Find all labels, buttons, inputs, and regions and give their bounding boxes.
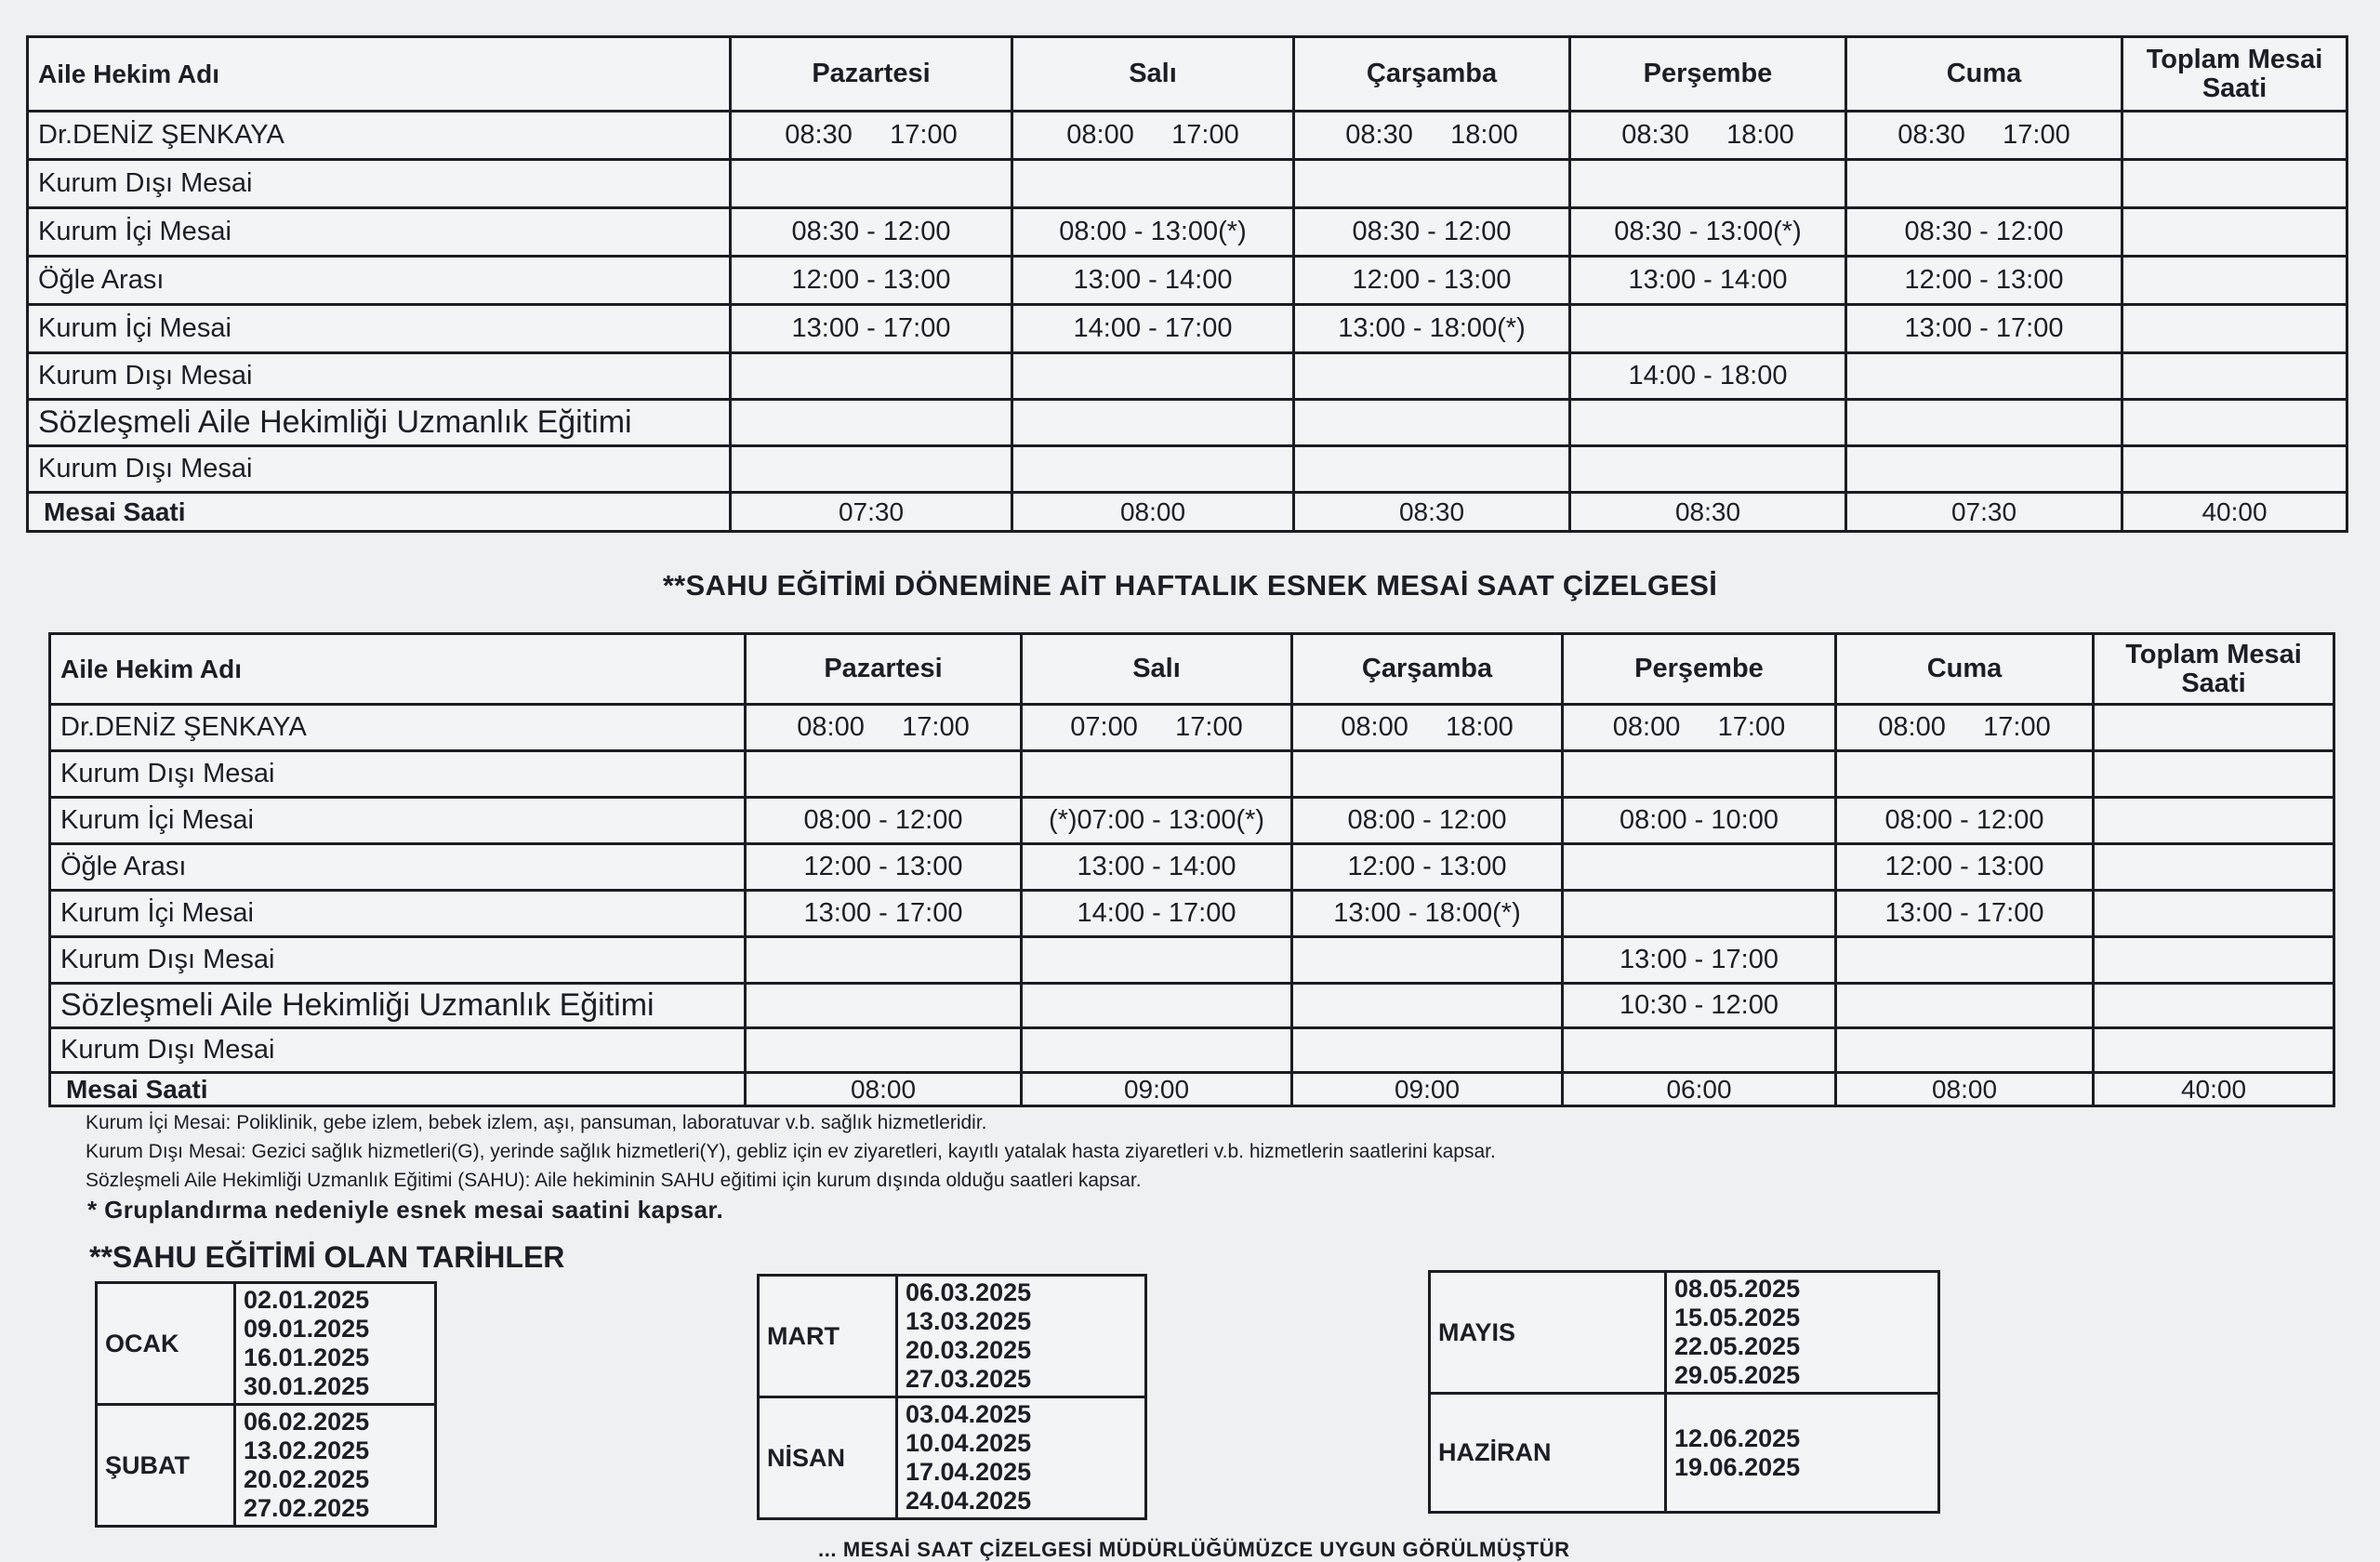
month-row — [97, 1283, 436, 1405]
month-row — [759, 1397, 1146, 1519]
row-label: Kurum Dışı Mesai — [50, 751, 746, 798]
table-cell — [2122, 112, 2347, 160]
table-cell — [1012, 160, 1294, 208]
total-row — [50, 1073, 2334, 1106]
date-item: 27.03.2025 — [906, 1365, 1032, 1393]
table-row — [28, 305, 2347, 353]
date-item: 06.03.2025 — [906, 1278, 1032, 1306]
table-cell — [2122, 305, 2347, 353]
table-cell — [2094, 705, 2334, 751]
table-cell: 13:00 - 17:00 — [731, 305, 1012, 353]
table-cell — [2094, 984, 2334, 1028]
table-cell: 14:00 - 17:00 — [1022, 891, 1292, 937]
col-header-tuesday: Salı — [1012, 37, 1294, 112]
col-header-friday: Cuma — [1836, 634, 2094, 705]
total-row — [28, 493, 2347, 532]
row-label: Kurum İçi Mesai — [28, 208, 731, 257]
total-cell: 07:30 — [731, 493, 1012, 532]
month-dates — [897, 1276, 1146, 1397]
table-row — [28, 208, 2347, 257]
sahu-dates-heading: **SAHU EĞİTİMİ OLAN TARİHLER — [89, 1240, 565, 1274]
table-cell — [1012, 353, 1294, 400]
table-cell: 14:00 - 18:00 — [1570, 353, 1846, 400]
date-item: 12.06.2025 — [1674, 1423, 1801, 1452]
table-row — [50, 705, 2334, 751]
table-row — [50, 1028, 2334, 1073]
table-cell — [1292, 937, 1563, 984]
date-item: 08.05.2025 — [1674, 1275, 1801, 1303]
month-dates — [1666, 1394, 1939, 1513]
table-cell — [2094, 891, 2334, 937]
row-label: Kurum Dışı Mesai — [28, 353, 731, 400]
table-cell: 13:00 - 14:00 — [1022, 844, 1292, 891]
table-cell: 08:00 - 12:00 — [1836, 798, 2094, 844]
table-cell — [1846, 446, 2122, 493]
sahu-dates-table-mar-apr — [757, 1274, 1147, 1520]
table-cell — [1570, 400, 1846, 446]
table-cell — [2094, 798, 2334, 844]
table-cell — [731, 160, 1012, 208]
note-line: Kurum Dışı Mesai: Gezici sağlık hizmetleri(G), yerinde sağlık hizmetleri(Y), gebliz için ev ziyaretleri, kayıtlı yatalak hasta ziyaretleri v.b. hizmetlerin saatlerini kapsar. — [86, 1141, 1496, 1162]
total-cell: 09:00 — [1292, 1073, 1563, 1106]
row-label: Sözleşmeli Aile Hekimliği Uzmanlık Eğitimi — [50, 984, 746, 1028]
table-cell: 07:00 17:00 — [1022, 705, 1292, 751]
table-row — [50, 751, 2334, 798]
col-header-monday: Pazartesi — [731, 37, 1012, 112]
total-label: Mesai Saati — [28, 493, 731, 532]
month-dates — [1666, 1272, 1939, 1394]
row-label: Kurum Dışı Mesai — [28, 160, 731, 208]
table-header-row — [50, 634, 2334, 705]
note-line: Sözleşmeli Aile Hekimliği Uzmanlık Eğitimi (SAHU): Aile hekiminin SAHU eğitimi için kurum dışında olduğu saatleri kapsar. — [86, 1170, 1142, 1191]
col-header-thursday: Perşembe — [1563, 634, 1836, 705]
table-row — [28, 112, 2347, 160]
table-cell — [1570, 446, 1846, 493]
table-cell: 08:00 17:00 — [1012, 112, 1294, 160]
table-cell: 08:00 17:00 — [1836, 705, 2094, 751]
sahu-dates-table-jan-feb — [95, 1281, 437, 1528]
table-cell — [731, 400, 1012, 446]
row-label: Öğle Arası — [50, 844, 746, 891]
table-cell: 08:30 - 12:00 — [1846, 208, 2122, 257]
table-row — [50, 844, 2334, 891]
table-cell — [746, 751, 1022, 798]
row-label: Dr.DENİZ ŞENKAYA — [50, 705, 746, 751]
date-item: 22.05.2025 — [1674, 1332, 1801, 1360]
table-cell: 08:00 - 12:00 — [746, 798, 1022, 844]
table-cell — [2122, 446, 2347, 493]
table-cell — [2094, 751, 2334, 798]
table-cell — [731, 353, 1012, 400]
table-cell: 12:00 - 13:00 — [1846, 257, 2122, 305]
table-cell — [1846, 353, 2122, 400]
date-item: 13.03.2025 — [906, 1307, 1032, 1335]
table-cell — [1563, 1028, 1836, 1073]
table-cell: 13:00 - 18:00(*) — [1292, 891, 1563, 937]
table-cell — [731, 446, 1012, 493]
total-cell: 08:30 — [1294, 493, 1570, 532]
row-label: Kurum İçi Mesai — [28, 305, 731, 353]
table-cell: 13:00 - 14:00 — [1570, 257, 1846, 305]
table-cell: 08:30 - 12:00 — [1294, 208, 1570, 257]
month-row — [759, 1276, 1146, 1397]
table-cell: 14:00 - 17:00 — [1012, 305, 1294, 353]
table-cell — [2122, 400, 2347, 446]
total-cell: 08:00 — [1836, 1073, 2094, 1106]
col-header-thursday: Perşembe — [1570, 37, 1846, 112]
date-item: 15.05.2025 — [1674, 1304, 1801, 1331]
col-header-friday: Cuma — [1846, 37, 2122, 112]
month-row — [1430, 1272, 1939, 1394]
table-row — [28, 400, 2347, 446]
table-cell: 08:00 18:00 — [1292, 705, 1563, 751]
date-item: 20.03.2025 — [906, 1336, 1032, 1364]
date-item: 19.06.2025 — [1674, 1452, 1801, 1481]
total-label: Mesai Saati — [50, 1073, 746, 1106]
row-label: Kurum Dışı Mesai — [50, 937, 746, 984]
table-cell: 08:00 - 13:00(*) — [1012, 208, 1294, 257]
table-cell — [2094, 1028, 2334, 1073]
row-label: Kurum Dışı Mesai — [50, 1028, 746, 1073]
total-cell: 40:00 — [2122, 493, 2347, 532]
col-header-total: Toplam Mesai Saati — [2122, 37, 2347, 112]
table-cell — [1563, 751, 1836, 798]
table-row — [28, 353, 2347, 400]
table-row — [50, 891, 2334, 937]
table-cell — [1563, 891, 1836, 937]
date-item: 17.04.2025 — [906, 1458, 1032, 1486]
row-label: Kurum İçi Mesai — [50, 891, 746, 937]
sahu-schedule-title: **SAHU EĞİTİMİ DÖNEMİNE AİT HAFTALIK ESNEK MESAİ SAAT ÇİZELGESİ — [662, 569, 1718, 602]
date-item: 09.01.2025 — [244, 1315, 370, 1343]
table-cell — [746, 937, 1022, 984]
table-row — [28, 257, 2347, 305]
table-cell: 12:00 - 13:00 — [1292, 844, 1563, 891]
col-header-name: Aile Hekim Adı — [50, 634, 746, 705]
col-header-monday: Pazartesi — [746, 634, 1022, 705]
total-cell: 06:00 — [1563, 1073, 1836, 1106]
table-cell — [1292, 984, 1563, 1028]
table-cell: 08:30 18:00 — [1294, 112, 1570, 160]
month-name: NİSAN — [759, 1397, 897, 1519]
table-row — [50, 937, 2334, 984]
table-row — [50, 798, 2334, 844]
total-cell: 07:30 — [1846, 493, 2122, 532]
date-item: 29.05.2025 — [1674, 1361, 1801, 1389]
month-dates — [897, 1397, 1146, 1519]
table-cell: 13:00 - 17:00 — [1836, 891, 2094, 937]
month-name: ŞUBAT — [97, 1405, 235, 1527]
schedule-table-sahu — [48, 632, 2335, 1107]
date-item: 24.04.2025 — [906, 1487, 1032, 1515]
row-label: Dr.DENİZ ŞENKAYA — [28, 112, 731, 160]
table-cell — [2122, 160, 2347, 208]
month-row — [97, 1405, 436, 1527]
sahu-dates-table-may-jun — [1428, 1270, 1940, 1514]
month-dates — [235, 1405, 436, 1527]
table-cell: 13:00 - 14:00 — [1012, 257, 1294, 305]
col-header-tuesday: Salı — [1022, 634, 1292, 705]
table-cell — [746, 984, 1022, 1028]
row-label: Kurum İçi Mesai — [50, 798, 746, 844]
total-cell: 08:00 — [1012, 493, 1294, 532]
table-cell — [1022, 1028, 1292, 1073]
row-label: Kurum Dışı Mesai — [28, 446, 731, 493]
table-cell — [1022, 937, 1292, 984]
table-cell — [2122, 208, 2347, 257]
table-row — [50, 984, 2334, 1028]
table-cell — [1846, 160, 2122, 208]
table-cell — [1022, 751, 1292, 798]
table-cell — [1294, 353, 1570, 400]
table-cell — [1294, 160, 1570, 208]
table-cell: 08:00 17:00 — [746, 705, 1022, 751]
table-cell — [1292, 751, 1563, 798]
table-cell: 13:00 - 17:00 — [1563, 937, 1836, 984]
table-cell — [2094, 937, 2334, 984]
row-label: Öğle Arası — [28, 257, 731, 305]
table-cell: 13:00 - 17:00 — [746, 891, 1022, 937]
table-cell — [1294, 446, 1570, 493]
month-name: HAZİRAN — [1430, 1394, 1666, 1513]
table-cell: 08:00 - 12:00 — [1292, 798, 1563, 844]
table-cell — [1012, 446, 1294, 493]
table-cell — [1836, 1028, 2094, 1073]
table-cell: 12:00 - 13:00 — [746, 844, 1022, 891]
schedule-table-regular — [26, 35, 2348, 533]
table-row — [28, 160, 2347, 208]
total-cell: 08:00 — [746, 1073, 1022, 1106]
table-cell: 08:00 - 10:00 — [1563, 798, 1836, 844]
total-cell: 40:00 — [2094, 1073, 2334, 1106]
table-cell — [1570, 305, 1846, 353]
month-name: MAYIS — [1430, 1272, 1666, 1394]
date-item: 16.01.2025 — [244, 1344, 370, 1371]
table-cell — [2122, 353, 2347, 400]
table-cell — [1294, 400, 1570, 446]
table-cell: 10:30 - 12:00 — [1563, 984, 1836, 1028]
table-cell — [1836, 937, 2094, 984]
table-cell — [1846, 400, 2122, 446]
table-cell — [746, 1028, 1022, 1073]
date-item: 03.04.2025 — [906, 1400, 1032, 1428]
col-header-wednesday: Çarşamba — [1294, 37, 1570, 112]
table-cell: 08:30 - 13:00(*) — [1570, 208, 1846, 257]
table-cell: 13:00 - 18:00(*) — [1294, 305, 1570, 353]
table-cell — [1292, 1028, 1563, 1073]
table-cell — [1563, 844, 1836, 891]
table-cell — [2122, 257, 2347, 305]
table-cell — [2094, 844, 2334, 891]
table-header-row — [28, 37, 2347, 112]
row-label: Sözleşmeli Aile Hekimliği Uzmanlık Eğitimi — [28, 400, 731, 446]
col-header-name: Aile Hekim Adı — [28, 37, 731, 112]
table-cell: 08:30 17:00 — [731, 112, 1012, 160]
date-item: 02.01.2025 — [244, 1286, 370, 1314]
asterisk-note: * Gruplandırma nedeniyle esnek mesai saatini kapsar. — [87, 1196, 724, 1224]
table-cell: 12:00 - 13:00 — [1836, 844, 2094, 891]
approval-footer-text: ... MESAİ SAAT ÇİZELGESİ MÜDÜRLÜĞÜMÜZCE UYGUN GÖRÜLMÜŞTÜR — [818, 1538, 1570, 1561]
table-cell: (*)07:00 - 13:00(*) — [1022, 798, 1292, 844]
month-name: MART — [759, 1276, 897, 1397]
col-header-wednesday: Çarşamba — [1292, 634, 1563, 705]
table-row — [28, 446, 2347, 493]
date-item: 13.02.2025 — [244, 1436, 370, 1464]
total-cell: 09:00 — [1022, 1073, 1292, 1106]
note-line: Kurum İçi Mesai: Poliklinik, gebe izlem, bebek izlem, aşı, pansuman, laboratuvar v.b. sağlık hizmetleridir. — [86, 1112, 987, 1133]
definitions-notes — [86, 1108, 1496, 1195]
table-cell — [1570, 160, 1846, 208]
table-cell: 08:00 17:00 — [1563, 705, 1836, 751]
col-header-total: Toplam Mesai Saati — [2094, 634, 2334, 705]
month-dates — [235, 1283, 436, 1405]
table-cell — [1836, 751, 2094, 798]
table-cell — [1022, 984, 1292, 1028]
total-cell: 08:30 — [1570, 493, 1846, 532]
table-cell: 13:00 - 17:00 — [1846, 305, 2122, 353]
date-item: 20.02.2025 — [244, 1465, 370, 1493]
table-cell — [1836, 984, 2094, 1028]
table-cell — [1012, 400, 1294, 446]
month-name: OCAK — [97, 1283, 235, 1405]
table-cell: 12:00 - 13:00 — [731, 257, 1012, 305]
table-cell: 08:30 17:00 — [1846, 112, 2122, 160]
date-item: 30.01.2025 — [244, 1372, 370, 1400]
date-item: 06.02.2025 — [244, 1408, 370, 1436]
table-cell: 08:30 18:00 — [1570, 112, 1846, 160]
table-cell: 12:00 - 13:00 — [1294, 257, 1570, 305]
month-row — [1430, 1394, 1939, 1513]
table-cell: 08:30 - 12:00 — [731, 208, 1012, 257]
date-item: 10.04.2025 — [906, 1429, 1032, 1457]
date-item: 27.02.2025 — [244, 1494, 370, 1522]
